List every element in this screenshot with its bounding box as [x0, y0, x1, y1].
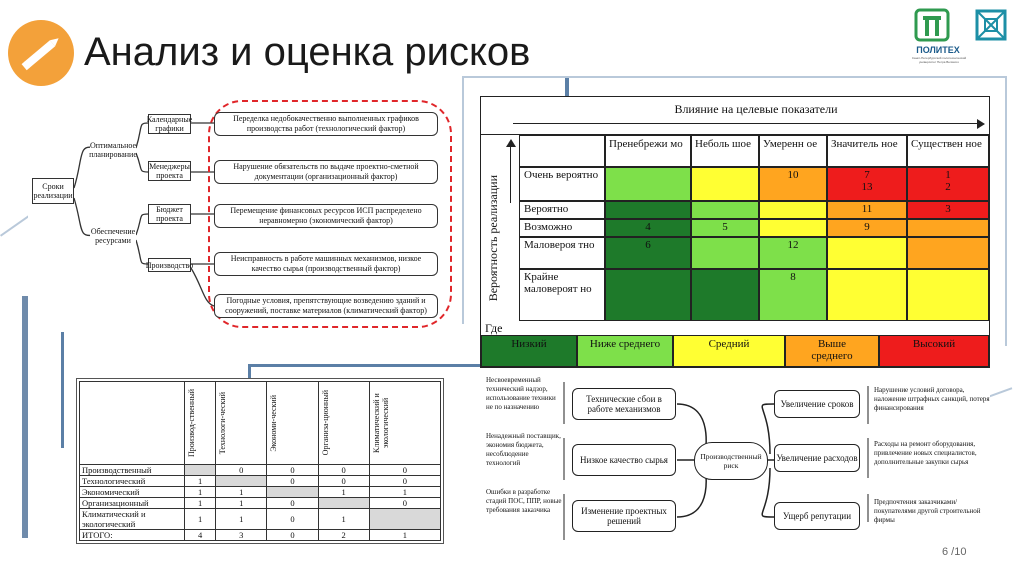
table-cell: 0	[267, 498, 318, 509]
table-cell: 0	[216, 465, 267, 476]
matrix-cell	[759, 219, 827, 237]
frame-line	[248, 364, 251, 378]
table-cell: 0	[369, 476, 440, 487]
matrix-cell	[605, 167, 691, 201]
logo-tagline: Санкт-Петербургский политехнический университет Петра Великого	[911, 56, 967, 64]
matrix-row-label: Крайне маловероят но	[519, 269, 605, 321]
matrix-ylabel-area	[481, 135, 520, 321]
table-row	[80, 476, 441, 487]
matrix-corner	[519, 135, 605, 167]
mindmap-node-managers: Менеджеры проекта	[149, 162, 190, 180]
table-cell: 3	[216, 530, 267, 541]
matrix-cell: 10	[759, 167, 827, 201]
matrix-cell: 6	[605, 237, 691, 269]
effect-note: Расходы на ремонт оборудования, привлечение новых специалистов, дополнительные закупки сырья	[874, 440, 977, 466]
legend-item: Средний	[673, 335, 785, 367]
matrix-row-label: Возможно	[519, 219, 605, 237]
page-number: 6 /10	[942, 546, 967, 558]
matrix-yaxis-arrow	[510, 143, 511, 203]
matrix-cell: 7 13	[827, 167, 907, 201]
matrix-cell: 12	[759, 237, 827, 269]
matrix-column-header: Умеренн ое	[759, 135, 827, 167]
cause-note: Ошибки в разработке стадий ПОС, ППР, новые требования заказчика	[486, 488, 562, 514]
cause-box: Изменение проектных решений	[572, 500, 676, 532]
matrix-title-arrow	[513, 123, 983, 124]
table-cell: 1	[185, 509, 216, 530]
matrix-row-label: Маловероя тно	[519, 237, 605, 269]
matrix-header	[481, 97, 989, 135]
cause-map	[480, 372, 990, 552]
effect-box: Увеличение сроков	[774, 390, 860, 418]
table-col-header: Производ-ственный	[185, 382, 216, 465]
matrix-cell: 11	[827, 201, 907, 219]
table-cell: 0	[267, 509, 318, 530]
table-cell: 0	[318, 465, 369, 476]
table-cell	[267, 487, 318, 498]
mindmap-group-planning: Оптимальное планирование	[90, 138, 136, 162]
matrix-cell	[907, 237, 989, 269]
mindmap-root: Сроки реализации	[32, 178, 74, 204]
pencil-icon	[8, 20, 74, 86]
table-cell: 0	[369, 465, 440, 476]
matrix-cell	[605, 269, 691, 321]
table-cell: 0	[267, 465, 318, 476]
table-col-header: Экономи-ческий	[267, 382, 318, 465]
matrix-cell	[827, 237, 907, 269]
table-cell: 1	[185, 487, 216, 498]
matrix-title: Влияние на целевые показатели	[674, 102, 838, 116]
page-title: Анализ и оценка рисков	[84, 30, 531, 74]
table-row-label: ИТОГО:	[80, 530, 185, 541]
mindmap-group-resources: Обеспечение ресурсами	[90, 224, 136, 248]
factor-table	[76, 378, 444, 544]
effect-note: Нарушение условий договора, наложение штрафных санкций, потеря финансирования	[874, 386, 990, 412]
table-cell	[369, 509, 440, 530]
matrix-cell	[759, 201, 827, 219]
effect-box: Ущерб репутации	[774, 502, 860, 530]
matrix-cell	[907, 219, 989, 237]
table-cell: 1	[318, 509, 369, 530]
frame-line	[565, 78, 569, 96]
table-cell: 1	[216, 487, 267, 498]
table-corner	[80, 382, 185, 465]
matrix-column-header: Неболь шое	[691, 135, 759, 167]
frame-line	[22, 296, 28, 538]
cause-map-center: Производственный риск	[694, 442, 768, 480]
table-cell: 1	[216, 498, 267, 509]
risk-box-production: Неисправность в работе машинных механизмов, низкое качество сырья (производственный фактор)	[214, 252, 438, 276]
risk-box-climate: Погодные условия, препятствующие возведению зданий и сооружений, поставке материалов (климатический фактор)	[214, 294, 438, 318]
table-cell: 2	[318, 530, 369, 541]
legend-item: Выше среднего	[785, 335, 879, 367]
table-cell	[318, 498, 369, 509]
frame-line	[462, 76, 1007, 78]
mindmap-node-schedules: Календарные графики	[146, 115, 193, 133]
cause-note: Несвоевременный технический надзор, использование техники не по назначению	[486, 376, 556, 411]
table-cell: 1	[369, 530, 440, 541]
matrix-cell	[827, 269, 907, 321]
effect-note: Предпочтения заказчиками/ покупателями другой строительной фирмы	[874, 498, 981, 524]
matrix-row-label: Вероятно	[519, 201, 605, 219]
arrow-up-icon	[506, 139, 516, 147]
effect-box: Увеличение расходов	[774, 444, 860, 472]
table-cell: 4	[185, 530, 216, 541]
matrix-cell: 4	[605, 219, 691, 237]
table-row-label: Экономический	[80, 487, 185, 498]
legend-title: Где	[485, 321, 503, 335]
mindmap-panel	[28, 98, 456, 332]
table-row	[80, 509, 441, 530]
table-row	[80, 498, 441, 509]
matrix-cell: 5	[691, 219, 759, 237]
matrix-cell: 1 2	[907, 167, 989, 201]
table-cell: 1	[216, 509, 267, 530]
table-cell: 0	[369, 498, 440, 509]
table-row-label: Производственный	[80, 465, 185, 476]
legend-item: Ниже среднего	[577, 335, 673, 367]
matrix-column-header: Существен ное	[907, 135, 989, 167]
table-cell	[185, 465, 216, 476]
matrix-cell	[691, 167, 759, 201]
table-cell	[216, 476, 267, 487]
matrix-column-header: Значитель ное	[827, 135, 907, 167]
risk-box-budget: Перемещение финансовых ресурсов ИСП распределено неравномерно (экономический фактор)	[214, 204, 438, 228]
table-row	[80, 530, 441, 541]
frame-line	[248, 364, 483, 367]
matrix-cell	[691, 201, 759, 219]
matrix-cell	[691, 269, 759, 321]
cause-box: Технические сбои в работе механизмов	[572, 388, 676, 420]
matrix-ylabel: Вероятность реализации	[486, 175, 500, 302]
risk-box-managers: Нарушение обязательств по выдаче проектно-сметной документации (организационный фактор)	[214, 160, 438, 184]
table-cell: 1	[369, 487, 440, 498]
table-cell: 1	[318, 487, 369, 498]
risk-box-schedules: Переделка недобокачественно выполненных графиков производства работ (технологический фактор)	[214, 112, 438, 136]
logo-name: ПОЛИТЕХ	[916, 45, 960, 55]
table-row-label: Организационный	[80, 498, 185, 509]
risk-matrix	[480, 96, 990, 368]
mindmap-node-budget: Бюджет проекта	[148, 204, 191, 224]
matrix-cell: 3	[907, 201, 989, 219]
mindmap-node-production: Производство	[148, 258, 191, 272]
table-row-label: Технологический	[80, 476, 185, 487]
matrix-cell	[691, 237, 759, 269]
matrix-row-label: Очень вероятно	[519, 167, 605, 201]
institute-logo	[974, 8, 1008, 42]
matrix-column-header: Пренебрежи мо	[605, 135, 691, 167]
table-cell: 1	[185, 498, 216, 509]
table-cell: 0	[318, 476, 369, 487]
frame-line	[462, 76, 464, 324]
matrix-cell: 9	[827, 219, 907, 237]
cause-box: Низкое качество сырья	[572, 444, 676, 476]
arrow-right-icon	[977, 119, 985, 129]
table-row	[80, 487, 441, 498]
table-col-header: Технологи-ческий	[216, 382, 267, 465]
matrix-cell	[605, 201, 691, 219]
table-col-header: Организа-ционный	[318, 382, 369, 465]
polytech-logo	[914, 8, 950, 42]
matrix-cell	[907, 269, 989, 321]
frame-line	[1005, 76, 1007, 346]
table-row	[80, 465, 441, 476]
table-cell: 0	[267, 530, 318, 541]
matrix-cell: 8	[759, 269, 827, 321]
table-row-label: Климатический и экологический	[80, 509, 185, 530]
factor-table-grid	[79, 381, 441, 541]
table-cell: 0	[267, 476, 318, 487]
table-cell: 1	[185, 476, 216, 487]
legend-item: Низкий	[481, 335, 577, 367]
legend-item: Высокий	[879, 335, 989, 367]
table-col-header: Климатический и экологический	[369, 382, 440, 465]
cause-note: Ненадежный поставщик, экономия бюджета, несоблюдение технологий	[486, 432, 561, 467]
